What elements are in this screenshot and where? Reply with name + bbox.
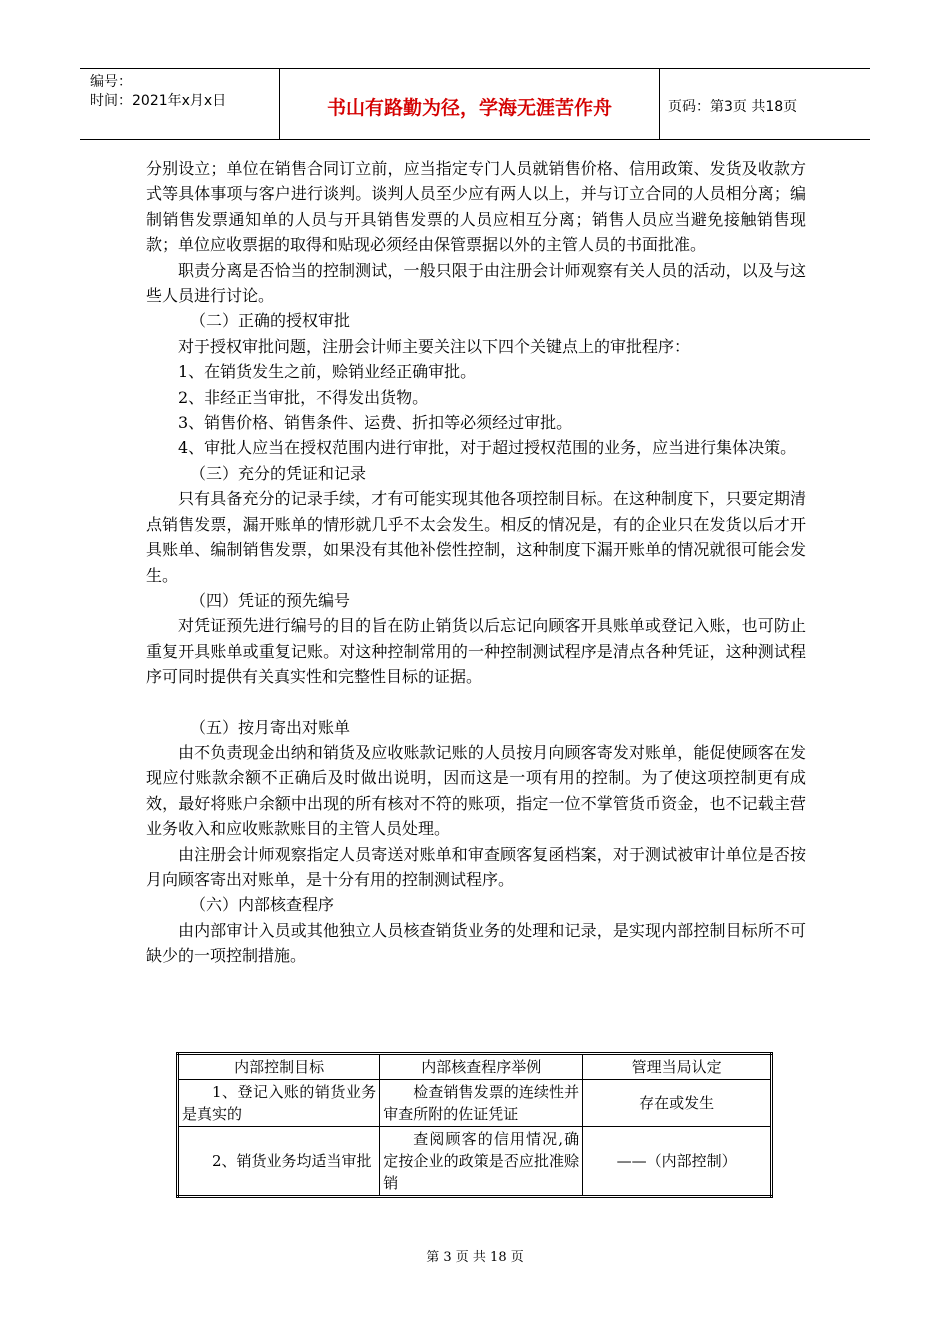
internal-control-table [176,1052,773,1198]
section-heading: （三）充分的凭证和记录 [190,463,367,483]
list-item: 4、审批人应当在授权范围内进行审批，对于超过授权范围的业务，应当进行集体决策。 [178,438,797,458]
page-header [80,68,870,140]
table-cell [380,1127,583,1197]
cell-text: 1、登记入账的销货业务是真实的 [182,1083,377,1123]
header-page-label: 页码：第3页 共18页 [668,99,798,115]
table-header-cell: 内部核查程序举例 [380,1054,583,1080]
table-cell [380,1080,583,1127]
document-number-label: 编号： [90,74,132,90]
spacer [146,690,806,715]
paragraph: 对凭证预先进行编号的目的旨在防止销货以后忘记向顾客开具账单或登记入账，也可防止重复开具账单或重复记账。对这种控制常用的一种控制测试程序是清点各种凭证，这种测试程序可同时提供有关真实性和完整性目标的证据。 [146,616,806,687]
table-header-row [178,1054,772,1080]
table-cell: ——（内部控制） [583,1127,772,1197]
section-heading: （五）按月寄出对账单 [190,717,351,737]
table-cell [178,1127,380,1197]
cell-text: 2、销货业务均适当审批 [212,1152,372,1170]
section-heading: （六）内部核查程序 [190,895,335,915]
paragraph: 由内部审计入员或其他独立人员核查销货业务的处理和记录，是实现内部控制目标所不可缺少的一项控制措施。 [146,920,806,966]
table-header-cell: 管理当局认定 [583,1054,772,1080]
header-motto: 书山有路勤为径，学海无涯苦作舟 [280,69,660,139]
table-cell: 存在或发生 [583,1080,772,1127]
table-cell [178,1080,380,1127]
paragraph: 对于授权审批问题，注册会计师主要关注以下四个关键点上的审批程序： [178,336,691,356]
document-body [146,156,806,969]
table-row [178,1080,772,1127]
list-item: 3、销售价格、销售条件、运费、折扣等必须经过审批。 [178,413,573,433]
paragraph: 由不负责现金出纳和销货及应收账款记账的人员按月向顾客寄发对账单，能促使顾客在发现应付账款余额不正确后及时做出说明，因而这是一项有用的控制。为了使这项控制更有成效，最好将账户余额中出现的所有核对不符的账项，指定一位不掌管货币资金，也不记载主营业务收入和应收账款账目的主管人员处理。 [146,742,806,839]
table-header-cell: 内部控制目标 [178,1054,380,1080]
section-heading: （二）正确的授权审批 [190,311,351,331]
table-row [178,1127,772,1197]
paragraph: 由注册会计师观察指定人员寄送对账单和审查顾客复函档案，对于测试被审计单位是否按月向顾客寄出对账单，是十分有用的控制测试程序。 [146,844,806,889]
paragraph: 职责分离是否恰当的控制测试，一般只限于由注册会计师观察有关人员的活动，以及与这些人员进行讨论。 [146,260,806,306]
cell-text: 查阅顾客的信用情况,确定按企业的政策是否应批准赊销 [383,1130,580,1192]
paragraph: 分别设立；单位在销售合同订立前，应当指定专门人员就销售价格、信用政策、发货及收款方式等具体事项与客户进行谈判。谈判人员至少应有两人以上，并与订立合同的人员相分离；编制销售发票通知单的人员与开具销售发票的人员应相互分离；销售人员应当避免接触销售现款；单位应收票据的取得和贴现必须经由保管票据以外的主管人员的书面批准。 [146,159,806,255]
cell-text: 检查销售发票的连续性并审查所附的佐证凭证 [383,1083,580,1123]
list-item: 2、非经正当审批，不得发出货物。 [178,387,429,407]
header-meta [80,69,280,139]
section-heading: （四）凭证的预先编号 [190,590,351,610]
page-footer: 第 3 页 共 18 页 [426,1250,524,1265]
document-time-label: 时间：2021年x月x日 [90,93,227,109]
paragraph: 只有具备充分的记录手续，才有可能实现其他各项控制目标。在这种制度下，只要定期清点销售发票，漏开账单的情形就几乎不太会发生。相反的情况是，有的企业只在发货以后才开具账单、编制销售发票，如果没有其他补偿性控制，这种制度下漏开账单的情况就很可能会发生。 [146,489,806,585]
list-item: 1、在销货发生之前，赊销业经正确审批。 [178,362,477,382]
